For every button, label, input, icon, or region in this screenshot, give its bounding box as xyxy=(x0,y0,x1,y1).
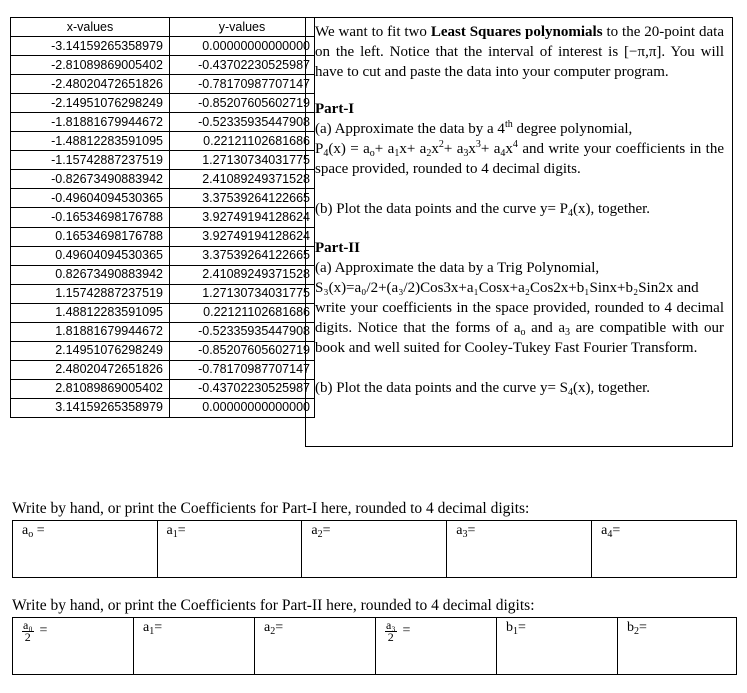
coef-b1-cell[interactable]: $b_1=$ xyxy=(497,618,618,675)
table-row xyxy=(11,360,315,379)
x-value-cell: -0.16534698176788 xyxy=(11,208,170,227)
table-row xyxy=(11,208,315,227)
part2-b: (b) Plot the data points and the curve $y= S_4(x)$, together. xyxy=(315,380,651,398)
coef-a0-half-cell[interactable]: $\frac{\text{a₀}}{2}$ = xyxy=(13,618,134,675)
coef2-table xyxy=(12,617,737,675)
coef-a4-cell[interactable]: $a_4=$ xyxy=(592,521,737,578)
table-body xyxy=(11,37,315,418)
part2-title: Part-II xyxy=(315,240,360,256)
table-row xyxy=(11,113,315,132)
table-row xyxy=(11,284,315,303)
x-value-cell: -1.15742887237519 xyxy=(11,151,170,170)
table-row xyxy=(11,151,315,170)
table-row xyxy=(11,94,315,113)
part2-rest: write your coefficients in the space provided, rounded to 4 decimal digits. Notice that the forms of $a_o$ and $a_3$ are compatible with our book and well suited for Cooley-Tukey Fast Fourier Transform. xyxy=(315,300,724,356)
table-row xyxy=(11,379,315,398)
coef2-caption: Write by hand, or print the Coefficients for Part-II here, rounded to 4 decimal digits: xyxy=(12,597,535,614)
y-value-cell: 3.92749194128624 xyxy=(170,208,315,227)
y-value-cell: 3.92749194128624 xyxy=(170,227,315,246)
y-values-header: y-values xyxy=(170,18,315,37)
x-value-cell: -1.81881679944672 xyxy=(11,113,170,132)
coef-a2-cell[interactable]: $a_2=$ xyxy=(302,521,447,578)
intro-paragraph: We want to fit two Least Squares polynomials to the 20-point data on the left. Notice that the interval of interest is [−π,π]. You will have to cut and paste the data into your computer program. xyxy=(315,24,724,80)
coef1-row xyxy=(13,521,737,578)
x-value-cell: -3.14159265358979 xyxy=(11,37,170,56)
y-value-cell: 2.41089249371528 xyxy=(170,265,315,284)
coef2-row xyxy=(13,618,737,675)
x-value-cell: 2.14951076298249 xyxy=(11,341,170,360)
y-value-cell: -0.85207605602719 xyxy=(170,94,315,113)
y-value-cell: -0.78170987707147 xyxy=(170,75,315,94)
x-value-cell: 0.49604094530365 xyxy=(11,246,170,265)
intro-bold: Least Squares polynomials xyxy=(430,24,603,40)
x-values-header: x-values xyxy=(11,18,170,37)
x-value-cell: -2.81089869005402 xyxy=(11,56,170,75)
part1-formula: $P_4(x) = a_o+ a_1x+ a_2x^2+ a_3x^3+ a_4x^4$ and write your coefficients in the space provided, rounded to 4 decimal digits. xyxy=(315,139,725,177)
y-value-cell: -0.52335935447908 xyxy=(170,113,315,132)
table-row xyxy=(11,37,315,56)
x-value-cell: 2.81089869005402 xyxy=(11,379,170,398)
coef-a1-cell[interactable]: $a_1=$ xyxy=(157,521,302,578)
y-value-cell: 3.37539264122665 xyxy=(170,189,315,208)
table-row xyxy=(11,75,315,94)
y-value-cell: -0.78170987707147 xyxy=(170,360,315,379)
y-value-cell: 0.22121102681686 xyxy=(170,303,315,322)
y-value-cell: -0.85207605602719 xyxy=(170,341,315,360)
x-value-cell: 1.15742887237519 xyxy=(11,284,170,303)
x-value-cell: -2.14951076298249 xyxy=(11,94,170,113)
part2-formula: S₃(x)=a₀/2+(a₃/2)Cos3x+a₁Cosx+a₂Cos2x+b₁Sinx+b₂Sin2x and xyxy=(315,280,699,296)
x-value-cell: -2.48020472651826 xyxy=(11,75,170,94)
y-value-cell: -0.43702230525987 xyxy=(170,379,315,398)
table-row xyxy=(11,189,315,208)
x-value-cell: -0.82673490883942 xyxy=(11,170,170,189)
a3-half-fraction: $\frac{\text{a₃}}{2}$ xyxy=(386,618,396,644)
a0-half-fraction: $\frac{\text{a₀}}{2}$ xyxy=(23,618,33,644)
coef-a3-half-cell[interactable]: $\frac{\text{a₃}}{2}$ = xyxy=(376,618,497,675)
x-value-cell: -0.49604094530365 xyxy=(11,189,170,208)
part1-title: Part-I xyxy=(315,101,355,117)
coef-a3-cell[interactable]: $a_3=$ xyxy=(447,521,592,578)
table-row xyxy=(11,246,315,265)
x-value-cell: 1.48812283591095 xyxy=(11,303,170,322)
y-value-cell: -0.43702230525987 xyxy=(170,56,315,75)
table-row xyxy=(11,56,315,75)
coef1-table xyxy=(12,520,737,578)
y-value-cell: -0.52335935447908 xyxy=(170,322,315,341)
coef-a2-cell[interactable]: $a_2=$ xyxy=(255,618,376,675)
table-row xyxy=(11,132,315,151)
x-value-cell: 0.82673490883942 xyxy=(11,265,170,284)
table-row xyxy=(11,170,315,189)
y-value-cell: 0.00000000000000 xyxy=(170,37,315,56)
coef-b2-cell[interactable]: $b_2=$ xyxy=(618,618,737,675)
coef-a1-cell[interactable]: $a_1=$ xyxy=(134,618,255,675)
data-table xyxy=(10,17,315,418)
coef-a0-cell[interactable]: $a_o$ = xyxy=(13,521,158,578)
y-value-cell: 2.41089249371528 xyxy=(170,170,315,189)
part2-a: (a) Approximate the data by a Trig Polynomial, xyxy=(315,260,600,276)
table-row xyxy=(11,265,315,284)
part1-b: (b) Plot the data points and the curve $y= P_4(x)$, together. xyxy=(315,201,651,219)
x-value-cell: 3.14159265358979 xyxy=(11,398,170,417)
y-value-cell: 1.27130734031775 xyxy=(170,151,315,170)
x-value-cell: 2.48020472651826 xyxy=(11,360,170,379)
coef1-caption: Write by hand, or print the Coefficients for Part-I here, rounded to 4 decimal digits: xyxy=(12,500,530,517)
y-value-cell: 0.22121102681686 xyxy=(170,132,315,151)
table-row xyxy=(11,322,315,341)
table-row xyxy=(11,341,315,360)
instructions-box xyxy=(305,17,733,447)
table-row xyxy=(11,227,315,246)
table-header-row xyxy=(11,18,315,37)
part1-a: (a) Approximate the data by a 4th degree polynomial, xyxy=(315,119,633,137)
x-value-cell: 1.81881679944672 xyxy=(11,322,170,341)
table-row xyxy=(11,398,315,417)
y-value-cell: 3.37539264122665 xyxy=(170,246,315,265)
y-value-cell: 0.00000000000000 xyxy=(170,398,315,417)
x-value-cell: -1.48812283591095 xyxy=(11,132,170,151)
table-row xyxy=(11,303,315,322)
x-value-cell: 0.16534698176788 xyxy=(11,227,170,246)
y-value-cell: 1.27130734031775 xyxy=(170,284,315,303)
